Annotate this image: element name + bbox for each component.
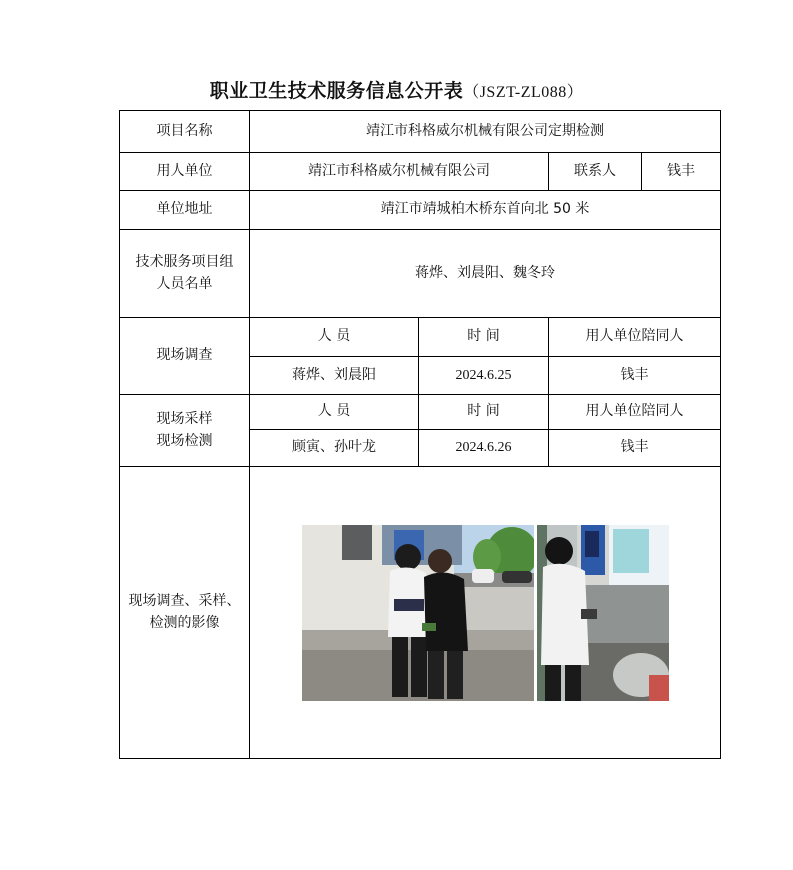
survey-col-time: 时 间 bbox=[419, 318, 549, 357]
sampling-col-time: 时 间 bbox=[419, 395, 549, 430]
sampling-time: 2024.6.26 bbox=[419, 430, 549, 467]
sampling-label bbox=[120, 395, 250, 467]
contact-value: 钱丰 bbox=[642, 153, 721, 191]
team-label-line1: 技术服务项目组 bbox=[135, 253, 234, 270]
project-label: 项目名称 bbox=[120, 111, 250, 153]
survey-time: 2024.6.25 bbox=[419, 357, 549, 395]
contact-label: 联系人 bbox=[549, 153, 642, 191]
sampling-escort: 钱丰 bbox=[549, 430, 721, 467]
survey-personnel: 蒋烨、刘晨阳 bbox=[250, 357, 419, 395]
title-main: 职业卫生技术服务信息公开表 bbox=[209, 80, 464, 102]
sampling-label-line2: 现场检测 bbox=[156, 432, 213, 449]
survey-col-personnel: 人 员 bbox=[250, 318, 419, 357]
site-photo-survey bbox=[302, 525, 534, 701]
sampling-col-escort: 用人单位陪同人 bbox=[549, 395, 721, 430]
survey-col-escort: 用人单位陪同人 bbox=[549, 318, 721, 357]
page-title bbox=[0, 76, 793, 103]
address-label: 单位地址 bbox=[120, 191, 250, 230]
photo-strip bbox=[250, 525, 720, 701]
site-photo-sampling bbox=[537, 525, 669, 701]
sampling-col-personnel: 人 员 bbox=[250, 395, 419, 430]
employer-label: 用人单位 bbox=[120, 153, 250, 191]
employer-value: 靖江市科格威尔机械有限公司 bbox=[250, 153, 549, 191]
title-code: （JSZT-ZL088） bbox=[463, 84, 584, 101]
project-value: 靖江市科格威尔机械有限公司定期检测 bbox=[250, 111, 721, 153]
row-team bbox=[120, 230, 721, 318]
row-project bbox=[120, 111, 721, 153]
team-label bbox=[120, 230, 250, 318]
disclosure-table bbox=[119, 110, 721, 759]
sampling-personnel: 顾寅、孙叶龙 bbox=[250, 430, 419, 467]
row-images bbox=[120, 467, 721, 759]
row-address bbox=[120, 191, 721, 230]
sampling-label-line1: 现场采样 bbox=[156, 410, 213, 427]
row-survey-header bbox=[120, 318, 721, 357]
images-cell bbox=[250, 467, 721, 759]
survey-escort: 钱丰 bbox=[549, 357, 721, 395]
address-value: 靖江市靖城柏木桥东首向北 50 米 bbox=[250, 191, 721, 230]
survey-label: 现场调查 bbox=[120, 318, 250, 395]
row-employer bbox=[120, 153, 721, 191]
team-label-line2: 人员名单 bbox=[156, 275, 213, 292]
team-value: 蒋烨、刘晨阳、魏冬玲 bbox=[250, 230, 721, 318]
row-sampling-header bbox=[120, 395, 721, 430]
images-label bbox=[120, 467, 250, 759]
images-label-line1: 现场调查、采样、 bbox=[128, 592, 241, 609]
images-label-line2: 检测的影像 bbox=[149, 614, 220, 631]
